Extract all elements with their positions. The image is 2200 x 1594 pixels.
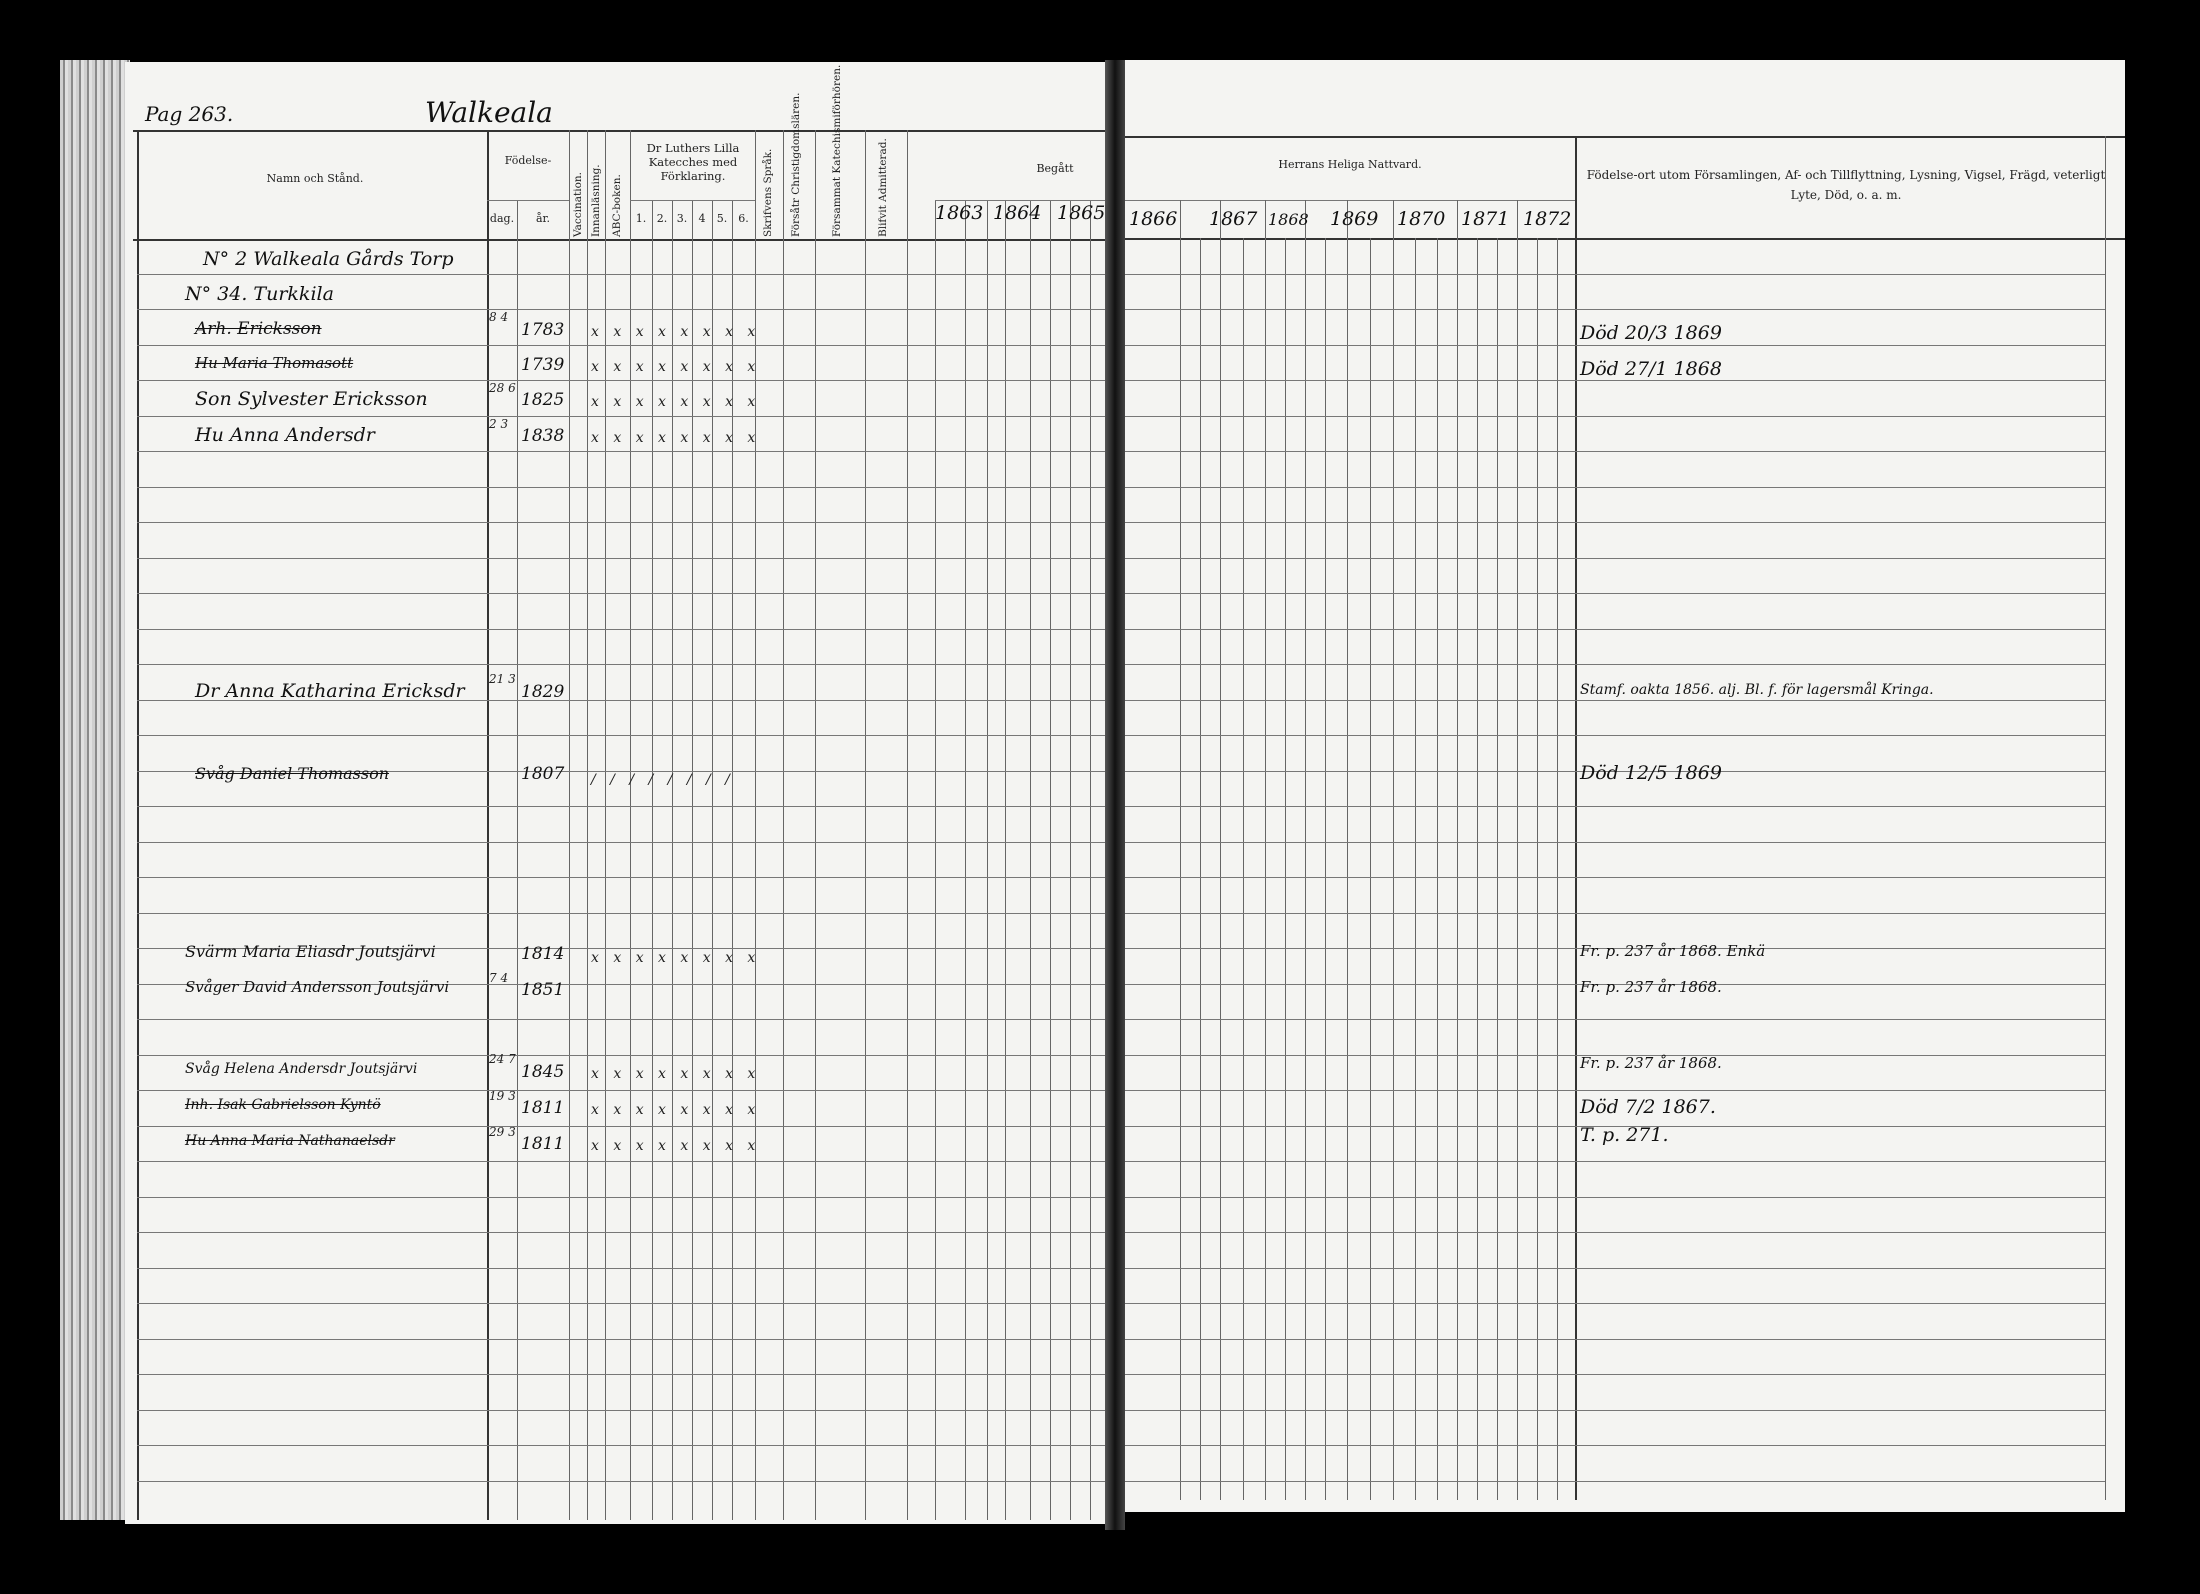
blifvit-header: Blifvit Admitterad.: [877, 138, 889, 237]
year-1864: 1864: [993, 202, 1042, 224]
entry-year: 1825: [521, 390, 565, 410]
day-header: dag.: [489, 212, 515, 225]
entry-year: 1838: [521, 426, 565, 446]
remark: Fr. p. 237 år 1868.: [1580, 978, 1722, 996]
cat-col-5: 5.: [716, 212, 728, 225]
mark-row: x x x x x x x x: [591, 430, 761, 446]
mark-row: x x x x x x x x: [591, 950, 761, 966]
entry-name: Hu Anna Maria Nathanaelsdr: [185, 1133, 395, 1149]
cat-col-6: 6.: [738, 212, 749, 225]
year-1865: 1865: [1057, 202, 1105, 224]
remark: Stamf. oakta 1856. alj. Bl. f. för lagersmål Kringa.: [1580, 682, 1934, 698]
remark: Död 7/2 1867.: [1580, 1096, 1716, 1118]
cat-col-4: 4: [698, 212, 706, 225]
entry-day: 21 3: [489, 672, 516, 686]
entry-name: N° 34. Turkkila: [185, 283, 334, 305]
entry-year: 1829: [521, 682, 565, 702]
entry-name: Dr Anna Katharina Ericksdr: [195, 680, 465, 702]
entry-year: 1845: [521, 1062, 565, 1082]
vaccination-header: Vaccination.: [572, 171, 584, 237]
entry-day: 7 4: [489, 971, 509, 985]
year-1870: 1870: [1397, 208, 1446, 230]
entry-name: Svåg Daniel Thomasson: [195, 764, 390, 783]
name-header: Namn och Stånd.: [266, 172, 364, 185]
year-1863: 1863: [935, 202, 984, 224]
mark-row: / / / / / / / /: [591, 772, 735, 788]
cat-col-2: 2.: [656, 212, 668, 225]
parish-name: Walkeala: [425, 96, 553, 129]
left-page: [125, 62, 1105, 1524]
entry-year: 1783: [521, 320, 565, 340]
reading-header: Innanläsning.: [590, 164, 602, 237]
book-gutter: [1105, 60, 1125, 1530]
mark-row: x x x x x x x x: [591, 359, 761, 375]
entry-name: Inh. Isak Gabrielsson Kyntö: [185, 1097, 381, 1113]
year-1869: 1869: [1330, 208, 1379, 230]
remark: Död 27/1 1868: [1580, 358, 1722, 380]
entry-day: 29 3: [489, 1125, 516, 1139]
year-header: år.: [535, 212, 551, 225]
book-edge: [60, 60, 130, 1520]
entry-name: Hu Maria Thomasott: [195, 354, 354, 372]
year-1868: 1868: [1268, 210, 1309, 229]
forsamling-header: Försammat Katechismiförhören.: [831, 64, 843, 237]
year-1867: 1867: [1209, 208, 1258, 230]
right-page: [1125, 60, 2125, 1512]
cat-col-1: 1.: [635, 212, 647, 225]
entry-day: 8 4: [489, 310, 509, 324]
writing-header: Skrifvens Språk.: [762, 148, 774, 237]
entry-name: Son Sylvester Ericksson: [195, 388, 428, 410]
entry-name: Arh. Ericksson: [195, 319, 322, 339]
entry-year: 1814: [521, 944, 565, 964]
entry-day: 2 3: [489, 417, 509, 431]
remark: Död 12/5 1869: [1580, 762, 1722, 784]
christian-header: Försåtr Christigdomslären.: [790, 92, 802, 237]
entry-year: 1811: [521, 1134, 565, 1154]
birth-header: Födelse-: [504, 154, 552, 167]
entry-day: 19 3: [489, 1089, 516, 1103]
entry-year: 1807: [521, 764, 565, 784]
entry-day: 24 7: [489, 1052, 516, 1066]
entry-year: 1851: [521, 980, 565, 1000]
mark-row: x x x x x x x x: [591, 1138, 761, 1154]
cat-col-3: 3.: [676, 212, 688, 225]
entry-name: Svåg Helena Andersdr Joutsjärvi: [185, 1061, 418, 1077]
catechism-header: Dr Luthers Lilla Katecches med Förklaring.: [646, 141, 740, 183]
year-1872: 1872: [1523, 208, 1572, 230]
mark-row: x x x x x x x x: [591, 1102, 761, 1118]
remarks-header: Födelse-ort utom Församlingen, Af- och Tillflyttning, Lysning, Vigsel, Frägd, veterligt Lyte, Död, o. a. m.: [1586, 168, 2106, 203]
page-reference: Pag 263.: [145, 102, 234, 126]
mark-row: x x x x x x x x: [591, 1066, 761, 1082]
mark-row: x x x x x x x x: [591, 394, 761, 410]
entry-year: 1811: [521, 1098, 565, 1118]
entry-day: 28 6: [489, 381, 516, 395]
entry-name: Svärm Maria Eliasdr Joutsjärvi: [185, 942, 436, 961]
year-1866: 1866: [1129, 208, 1178, 230]
entry-year: 1739: [521, 355, 565, 375]
entry-name: Hu Anna Andersdr: [195, 424, 375, 446]
year-1871: 1871: [1461, 208, 1510, 230]
abc-header: ABC-boken.: [611, 174, 623, 237]
nattvard-header: Herrans Heliga Nattvard.: [1278, 158, 1422, 171]
remark: Fr. p. 237 år 1868.: [1580, 1054, 1722, 1072]
entry-name: N° 2 Walkeala Gårds Torp: [203, 248, 454, 270]
remark: T. p. 271.: [1580, 1124, 1669, 1146]
remark: Död 20/3 1869: [1580, 322, 1722, 344]
mark-row: x x x x x x x x: [591, 324, 761, 340]
remark: Fr. p. 237 år 1868. Enkä: [1580, 942, 1766, 960]
begatt-header: Begått: [1036, 162, 1074, 175]
entry-name: Svåger David Andersson Joutsjärvi: [185, 978, 450, 996]
